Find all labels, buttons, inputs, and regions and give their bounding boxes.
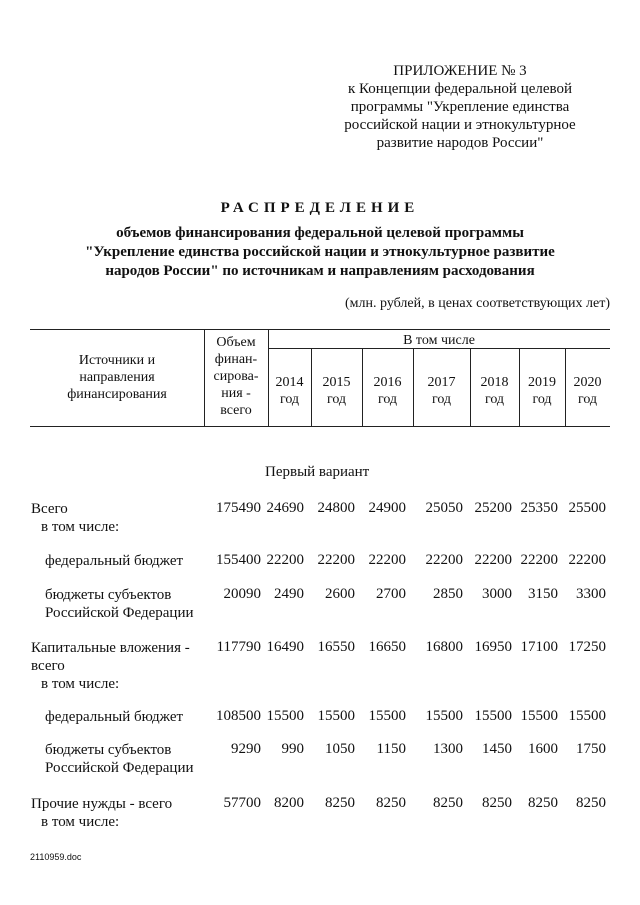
table-cell-year: 15500 xyxy=(474,708,512,724)
table-cell-year: 24900 xyxy=(368,500,406,516)
table-cell-year: 16950 xyxy=(474,639,512,655)
row-label-federal-budget: федеральный бюджет xyxy=(45,709,184,725)
table-cell-total: 117790 xyxy=(216,639,261,655)
footer-filename: 2110959.doc xyxy=(30,852,82,862)
table-cell-year: 1150 xyxy=(376,741,406,757)
table-cell-year: 17250 xyxy=(568,639,606,655)
subtitle-line: народов России" по источникам и направлениям расходования xyxy=(105,263,535,279)
header-bottom-rule xyxy=(30,426,610,427)
table-cell-year: 15500 xyxy=(368,708,406,724)
table-cell-year: 3300 xyxy=(576,586,606,602)
appendix-line: программы "Укрепление единства xyxy=(350,99,570,115)
table-cell-year: 25350 xyxy=(520,500,558,516)
row-label-capital-investments: Капитальные вложения - всего в том числе: xyxy=(31,640,190,692)
table-cell-year: 8250 xyxy=(528,795,558,811)
table-cell-year: 22200 xyxy=(425,552,463,568)
table-cell-year: 1750 xyxy=(576,741,606,757)
subtitle-line: объемов финансирования федеральной целевой программы xyxy=(116,225,524,241)
table-cell-year: 3150 xyxy=(528,586,558,602)
table-top-rule xyxy=(30,329,610,330)
table-cell-total: 108500 xyxy=(216,708,261,724)
table-cell-year: 22200 xyxy=(520,552,558,568)
table-cell-year: 2600 xyxy=(325,586,355,602)
table-cell-year: 15500 xyxy=(425,708,463,724)
appendix-number: ПРИЛОЖЕНИЕ № 3 xyxy=(393,63,527,79)
row-label-regional-budgets: бюджеты субъектов Российской Федерации xyxy=(45,587,194,621)
table-cell-year: 16490 xyxy=(266,639,304,655)
table-cell-total: 175490 xyxy=(216,500,261,516)
table-cell-year: 15500 xyxy=(520,708,558,724)
table-cell-year: 8200 xyxy=(274,795,304,811)
table-cell-year: 8250 xyxy=(376,795,406,811)
table-cell-year: 8250 xyxy=(576,795,606,811)
table-cell-year: 990 xyxy=(281,741,304,757)
table-cell-year: 25200 xyxy=(474,500,512,516)
appendix-line: к Концепции федеральной целевой xyxy=(347,81,573,97)
table-cell-year: 8250 xyxy=(325,795,355,811)
table-cell-year: 16550 xyxy=(317,639,355,655)
table-cell-total: 155400 xyxy=(216,552,261,568)
document-subtitle xyxy=(30,224,610,281)
table-cell-total: 9290 xyxy=(231,741,261,757)
table-cell-year: 1300 xyxy=(433,741,463,757)
table-cell-total: 20090 xyxy=(223,586,261,602)
table-cell-year: 2490 xyxy=(274,586,304,602)
document-title: РАСПРЕДЕЛЕНИЕ xyxy=(220,200,420,216)
header-year-2017: 2017 год xyxy=(427,375,456,407)
table-cell-year: 22200 xyxy=(266,552,304,568)
table-cell-year: 15500 xyxy=(568,708,606,724)
table-cell-year: 15500 xyxy=(266,708,304,724)
table-cell-total: 57700 xyxy=(223,795,261,811)
header-source-column: Источники и направления финансирования xyxy=(67,353,167,402)
header-including: В том числе xyxy=(403,333,475,348)
row-label-federal-budget: федеральный бюджет xyxy=(45,553,184,569)
table-cell-year: 1450 xyxy=(482,741,512,757)
table-cell-year: 16650 xyxy=(368,639,406,655)
subtitle-line: "Укрепление единства российской нации и этнокультурное развитие xyxy=(85,244,555,260)
table-cell-year: 22200 xyxy=(368,552,406,568)
table-cell-year: 24690 xyxy=(266,500,304,516)
table-cell-year: 22200 xyxy=(568,552,606,568)
table-cell-year: 24800 xyxy=(317,500,355,516)
header-total-column: Объем финан- сирова- ния - всего xyxy=(213,335,259,418)
table-cell-year: 2850 xyxy=(433,586,463,602)
header-year-2015: 2015 год xyxy=(322,375,351,407)
table-cell-year: 8250 xyxy=(482,795,512,811)
row-label-other-needs: Прочие нужды - всего в том числе: xyxy=(31,796,173,830)
table-cell-year: 1050 xyxy=(325,741,355,757)
units-note: (млн. рублей, в ценах соответствующих лет) xyxy=(345,296,610,311)
appendix-line: российской нации и этнокультурное xyxy=(344,117,576,133)
table-cell-year: 22200 xyxy=(474,552,512,568)
table-cell-year: 15500 xyxy=(317,708,355,724)
table-cell-year: 25500 xyxy=(568,500,606,516)
header-year-2014: 2014 год xyxy=(275,375,304,407)
appendix-line: развитие народов России" xyxy=(376,135,544,151)
variant-title: Первый вариант xyxy=(265,464,370,480)
row-label-regional-budgets: бюджеты субъектов Российской Федерации xyxy=(45,742,194,776)
table-cell-year: 2700 xyxy=(376,586,406,602)
appendix-header xyxy=(330,62,590,152)
table-cell-year: 3000 xyxy=(482,586,512,602)
header-year-2016: 2016 год xyxy=(373,375,402,407)
header-year-2020: 2020 год xyxy=(573,375,602,407)
table-cell-year: 17100 xyxy=(520,639,558,655)
table-cell-year: 1600 xyxy=(528,741,558,757)
table-cell-year: 25050 xyxy=(425,500,463,516)
table-cell-year: 8250 xyxy=(433,795,463,811)
table-cell-year: 22200 xyxy=(317,552,355,568)
header-year-2019: 2019 год xyxy=(528,375,556,407)
header-year-2018: 2018 год xyxy=(480,375,509,407)
row-label-total: Всего в том числе: xyxy=(31,501,120,535)
table-cell-year: 16800 xyxy=(425,639,463,655)
